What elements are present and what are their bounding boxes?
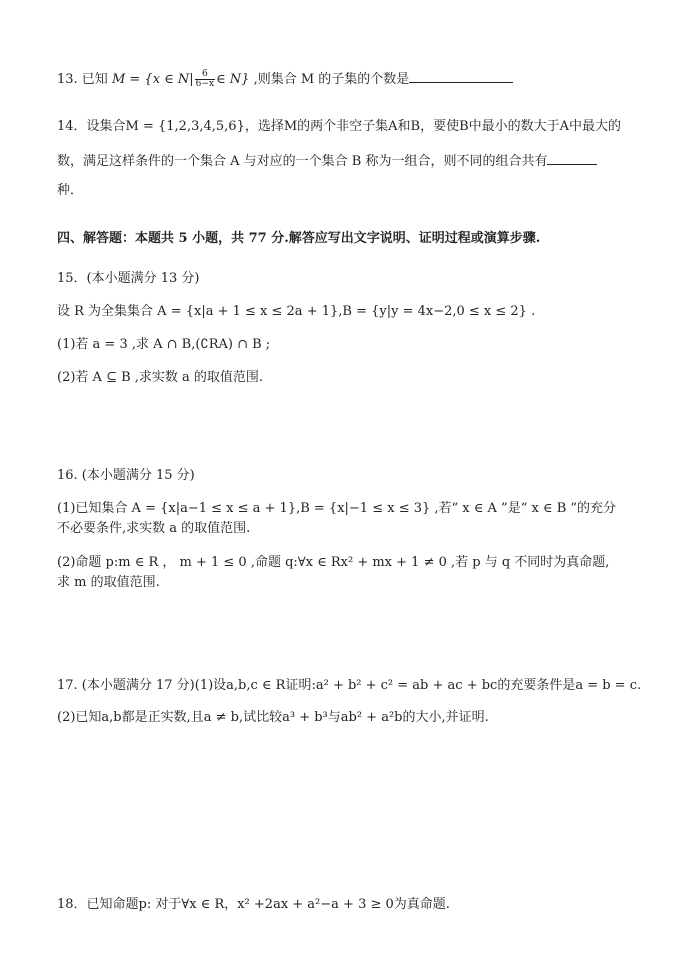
q13-suffix: ,则集合 M 的子集的个数是: [253, 72, 410, 87]
question-15-part-1: (1)若 a = 3 ,求 A ∩ B,(∁RA) ∩ B ;: [57, 337, 271, 352]
q13-prefix: 13. 已知: [57, 72, 108, 87]
q13-fraction: [195, 70, 215, 89]
question-13: [57, 69, 513, 89]
q14-line2-text: 数，满足这样条件的一个集合 A 与对应的一个集合 B 称为一组合，则不同的组合共有: [57, 154, 548, 169]
question-15-stem: 设 R 为全集集合 A = {x|a + 1 ≤ x ≤ 2a + 1},B = {y|y = 4x−2,0 ≤ x ≤ 2} .: [57, 304, 536, 319]
question-15-title: 15．(本小题满分 13 分): [57, 271, 200, 286]
question-14-line-3: 种．: [57, 183, 84, 198]
question-16-title: 16. (本小题满分 15 分): [57, 468, 195, 483]
question-16-part-1-line-1: (1)已知集合 A = {x|a−1 ≤ x ≤ a + 1},B = {x|−1 ≤ x ≤ 3} ,若“ x ∈ A ”是“ x ∈ B ”的充分: [57, 501, 617, 516]
question-15-part-2: (2)若 A ⊆ B ,求实数 a 的取值范围.: [57, 370, 264, 385]
question-16-part-1-line-2: 不必要条件,求实数 a 的取值范围.: [57, 521, 251, 536]
question-16-part-2-line-2: 求 m 的取值范围.: [57, 575, 160, 590]
section-4-heading: 四、解答题：本题共 5 小题，共 77 分.解答应写出文字说明、证明过程或演算步骤.: [57, 231, 541, 246]
q13-frac-num: 6: [195, 70, 215, 80]
question-14-line-2: [57, 151, 597, 171]
q14-answer-blank: [547, 151, 597, 165]
q13-frac-den: 6−x: [195, 79, 215, 89]
question-16-part-2-line-1: (2)命题 p:m ∈ R ， m + 1 ≤ 0 ,命题 q:∀x ∈ Rx² + mx + 1 ≠ 0 ,若 p 与 q 不同时为真命题,: [57, 555, 610, 570]
q13-set-def: M = {x ∈ N|: [111, 72, 194, 87]
q13-set-tail: ∈ N}: [216, 72, 250, 87]
question-14-line-1: 14．设集合M = {1,2,3,4,5,6}，选择M的两个非空子集A和B，要使B中最小的数大于A中最大的: [57, 119, 622, 134]
question-17-line-2: (2)已知a,b都是正实数,且a ≠ b,试比较a³ + b³与ab² + a²b的大小,并证明.: [57, 710, 489, 725]
question-17-line-1: 17. (本小题满分 17 分)(1)设a,b,c ∈ R证明:a² + b² + c² = ab + ac + bc的充要条件是a = b = c.: [57, 678, 642, 693]
question-18-line-1: 18．已知命题p: 对于∀x ∈ R，x² +2ax + a²−a + 3 ≥ 0为真命题.: [57, 897, 450, 912]
q13-answer-blank: [409, 69, 513, 83]
